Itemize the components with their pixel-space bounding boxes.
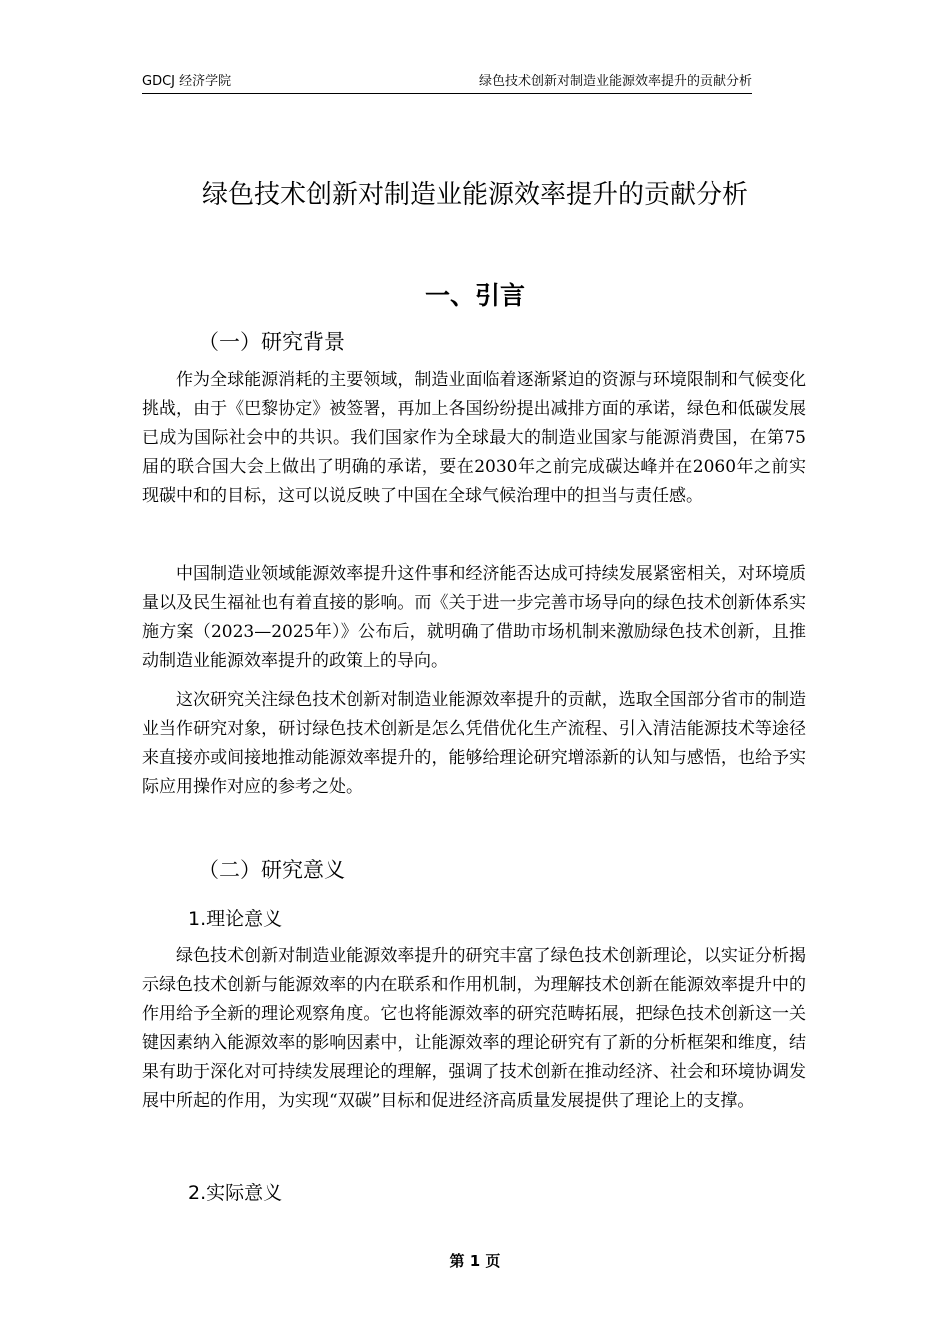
paragraph-theoretical-significance: 绿色技术创新对制造业能源效率提升的研究丰富了绿色技术创新理论，以实证分析揭示绿色技术创新与能源效率的内在联系和作用机制，为理解技术创新在能源效率提升中的作用给予全新的理论观察角度。它也将能源效率的研究范畴拓展，把绿色技术创新这一关键因素纳入能源效率的影响因素中，让能源效率的理论研究有了新的分析框架和维度，结果有助于深化对可持续发展理论的理解，强调了技术创新在推动经济、社会和环境协调发展中所起的作用，为实现“双碳”目标和促进经济高质量发展提供了理论上的支撑。 — [142, 946, 806, 1111]
header-right-text: 绿色技术创新对制造业能源效率提升的贡献分析 — [478, 74, 752, 89]
subsection-heading-significance: （二）研究意义 — [198, 858, 345, 882]
heading-practical-significance: 2.实际意义 — [188, 1182, 283, 1204]
paragraph-background-1: 作为全球能源消耗的主要领域，制造业面临着逐渐紧迫的资源与环境限制和气候变化挑战，由于《巴黎协定》被签署，再加上各国纷纷提出减排方面的承诺，绿色和低碳发展已成为国际社会中的共识。我们国家作为全球最大的制造业国家与能源消费国，在第75届的联合国大会上做出了明确的承诺，要在2030年之前完成碳达峰并在2060年之前实现碳中和的目标，这可以说反映了中国在全球气候治理中的担当与责任感。 — [142, 370, 806, 506]
document-title: 绿色技术创新对制造业能源效率提升的贡献分析 — [201, 180, 748, 210]
heading-theoretical-significance: 1.理论意义 — [188, 908, 283, 930]
page-number: 第 1 页 — [449, 1252, 501, 1270]
header-divider — [142, 93, 752, 94]
paragraph-background-3: 这次研究关注绿色技术创新对制造业能源效率提升的贡献，选取全国部分省市的制造业当作研究对象，研讨绿色技术创新是怎么凭借优化生产流程、引入清洁能源技术等途径来直接亦或间接地推动能源效率提升的，能够给理论研究增添新的认知与感悟，也给予实际应用操作对应的参考之处。 — [142, 690, 806, 797]
header-left-text: GDCJ 经济学院 — [142, 74, 232, 89]
section-heading-introduction: 一、引言 — [424, 281, 525, 310]
subsection-heading-background: （一）研究背景 — [198, 330, 345, 354]
paragraph-background-2: 中国制造业领域能源效率提升这件事和经济能否达成可持续发展紧密相关，对环境质量以及民生福祉也有着直接的影响。而《关于进一步完善市场导向的绿色技术创新体系实施方案（2023—2025年）》公布后，就明确了借助市场机制来激励绿色技术创新，且推动制造业能源效率提升的政策上的导向。 — [142, 564, 806, 671]
